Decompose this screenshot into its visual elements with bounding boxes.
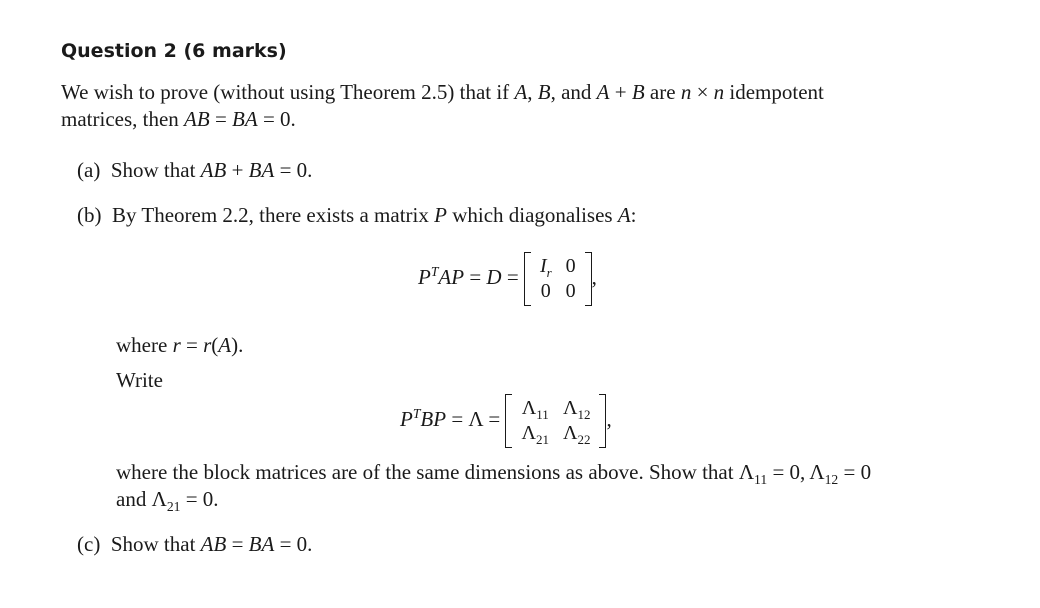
equation-d: $P^TAP = D$ = $I_r$ 0 0 0 , — [418, 252, 597, 306]
part-c: (c) Show that AB = BA = 0. — [77, 532, 313, 556]
part-b: (b) By Theorem 2.2, there exists a matrix P which diagonalises A: — [77, 203, 637, 227]
intro-line-1: We wish to prove (without using Theorem 2.5) that if A, B, and A + B are n × n idempotent — [61, 80, 824, 104]
where-blocks-line-2: and $\Lambda_{21} = 0$. — [116, 487, 219, 515]
matrix-lambda: $\Lambda_{11}$ $\Lambda_{12}$ $\Lambda_{21}$ $\Lambda_{22}$ — [505, 394, 606, 448]
equation-lambda: $P^TBP = \Lambda$ = $\Lambda_{11}$ $\Lambda_{12}$ $\Lambda_{21}$ $\Lambda_{22}$ , — [400, 394, 612, 448]
part-a-label: (a) — [77, 158, 101, 182]
write-label: Write — [116, 368, 163, 392]
part-a: (a) Show that AB + BA = 0. — [77, 158, 313, 182]
part-b-label: (b) — [77, 203, 102, 227]
intro-line-2: matrices, then AB = BA = 0. — [61, 107, 296, 131]
question-heading: Question 2 (6 marks) — [61, 40, 287, 62]
matrix-d: $I_r$ 0 0 0 — [524, 252, 592, 306]
where-blocks-line-1: where the block matrices are of the same dimensions as above. Show that $\Lambda_{11} = 0$, $\Lambda_{12} = 0$ — [116, 460, 872, 488]
where-r: where r = r(A). — [116, 333, 244, 357]
part-c-label: (c) — [77, 532, 101, 556]
